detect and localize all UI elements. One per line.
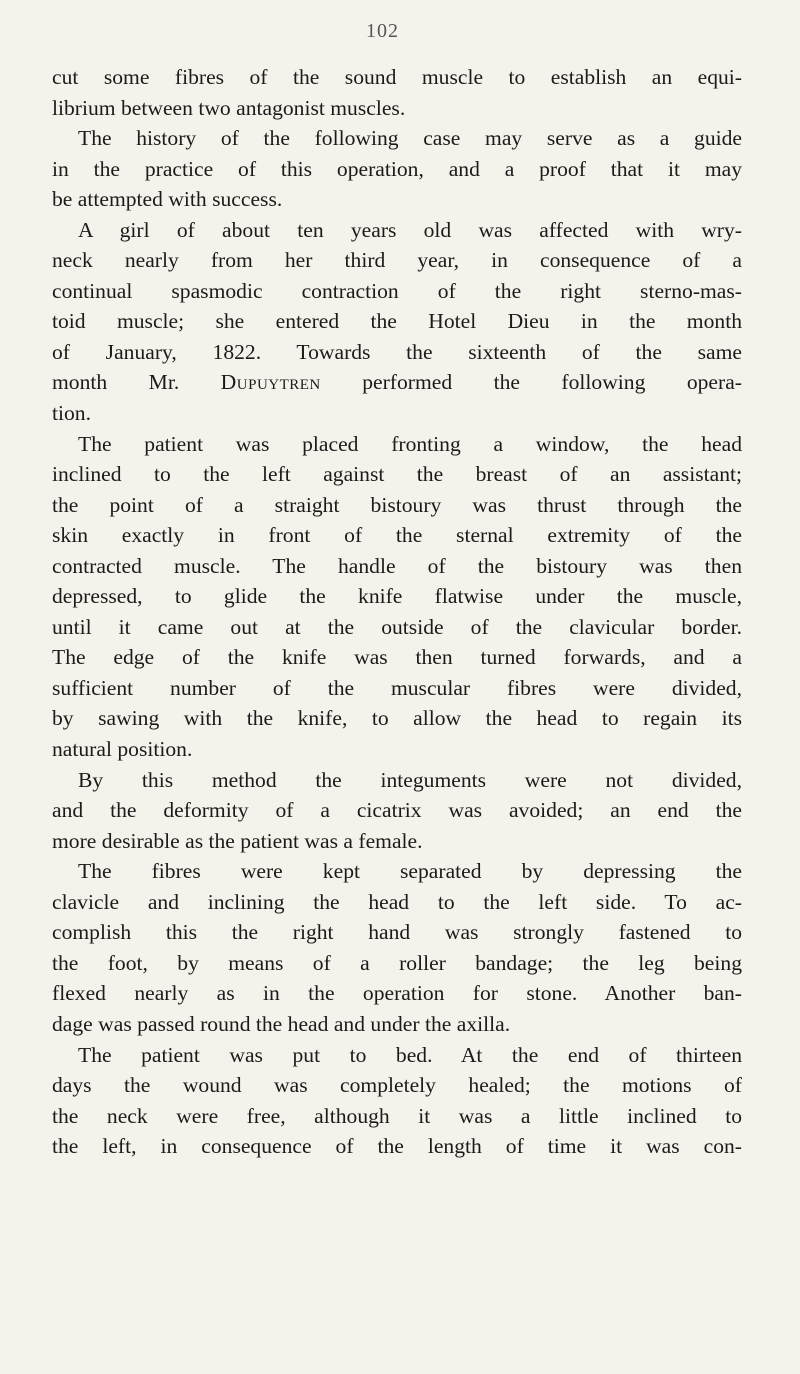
text-line: be attempted with success. (52, 187, 283, 212)
text-line: clavicle and inclining the head to the left side. To ac- (52, 889, 742, 914)
paragraph (52, 123, 742, 215)
text-line: neck nearly from her third year, in consequence of a (52, 248, 742, 273)
text-line: The patient was placed fronting a window, the head (78, 431, 742, 456)
paragraph (52, 429, 742, 765)
text-line: month Mr. Dupuytren performed the following opera- (52, 370, 742, 395)
text-line: the neck were free, although it was a little inclined to (52, 1103, 742, 1128)
text-line: By this method the integuments were not divided, (78, 767, 742, 792)
paragraph (52, 62, 742, 123)
text-line: and the deformity of a cicatrix was avoided; an end the (52, 798, 742, 823)
page-number: 102 (366, 20, 399, 42)
text-line: The history of the following case may serve as a guide (78, 126, 742, 151)
paragraph (52, 856, 742, 1039)
text-line: until it came out at the outside of the clavicular border. (52, 614, 742, 639)
text-line: The edge of the knife was then turned forwards, and a (52, 645, 742, 670)
text-line: continual spasmodic contraction of the right sterno-mas- (52, 278, 742, 303)
text-line: the foot, by means of a roller bandage; the leg being (52, 950, 742, 975)
text-line: of January, 1822. Towards the sixteenth of the same (52, 339, 742, 364)
text-line: the left, in consequence of the length of time it was con- (52, 1134, 742, 1159)
text-line: more desirable as the patient was a female. (52, 828, 423, 853)
text-line: The patient was put to bed. At the end of thirteen (78, 1042, 742, 1067)
text-line: toid muscle; she entered the Hotel Dieu in the month (52, 309, 742, 334)
text-line: flexed nearly as in the operation for stone. Another ban- (52, 981, 742, 1006)
text-line: complish this the right hand was strongly fastened to (52, 920, 742, 945)
text-line: by sawing with the knife, to allow the head to regain its (52, 706, 742, 731)
text-line: tion. (52, 401, 91, 426)
paragraph (52, 215, 742, 429)
text-line: The fibres were kept separated by depressing the (78, 859, 742, 884)
text-line: contracted muscle. The handle of the bistoury was then (52, 553, 742, 578)
text-line: depressed, to glide the knife flatwise under the muscle, (52, 584, 742, 609)
text-line: days the wound was completely healed; the motions of (52, 1073, 742, 1098)
body-text (52, 62, 742, 1162)
text-line: the point of a straight bistoury was thrust through the (52, 492, 742, 517)
text-line: inclined to the left against the breast of an assistant; (52, 462, 742, 487)
text-line: librium between two antagonist muscles. (52, 95, 406, 120)
paragraph (52, 765, 742, 857)
text-line: in the practice of this operation, and a proof that it may (52, 156, 742, 181)
text-line: A girl of about ten years old was affected with wry- (78, 217, 742, 242)
text-line: sufficient number of the muscular fibres were divided, (52, 675, 742, 700)
text-line: cut some fibres of the sound muscle to establish an equi- (52, 65, 742, 89)
text-line: dage was passed round the head and under the axilla. (52, 1011, 511, 1036)
text-line: natural position. (52, 737, 193, 762)
text-line: skin exactly in front of the sternal extremity of the (52, 523, 742, 548)
paragraph (52, 1040, 742, 1162)
